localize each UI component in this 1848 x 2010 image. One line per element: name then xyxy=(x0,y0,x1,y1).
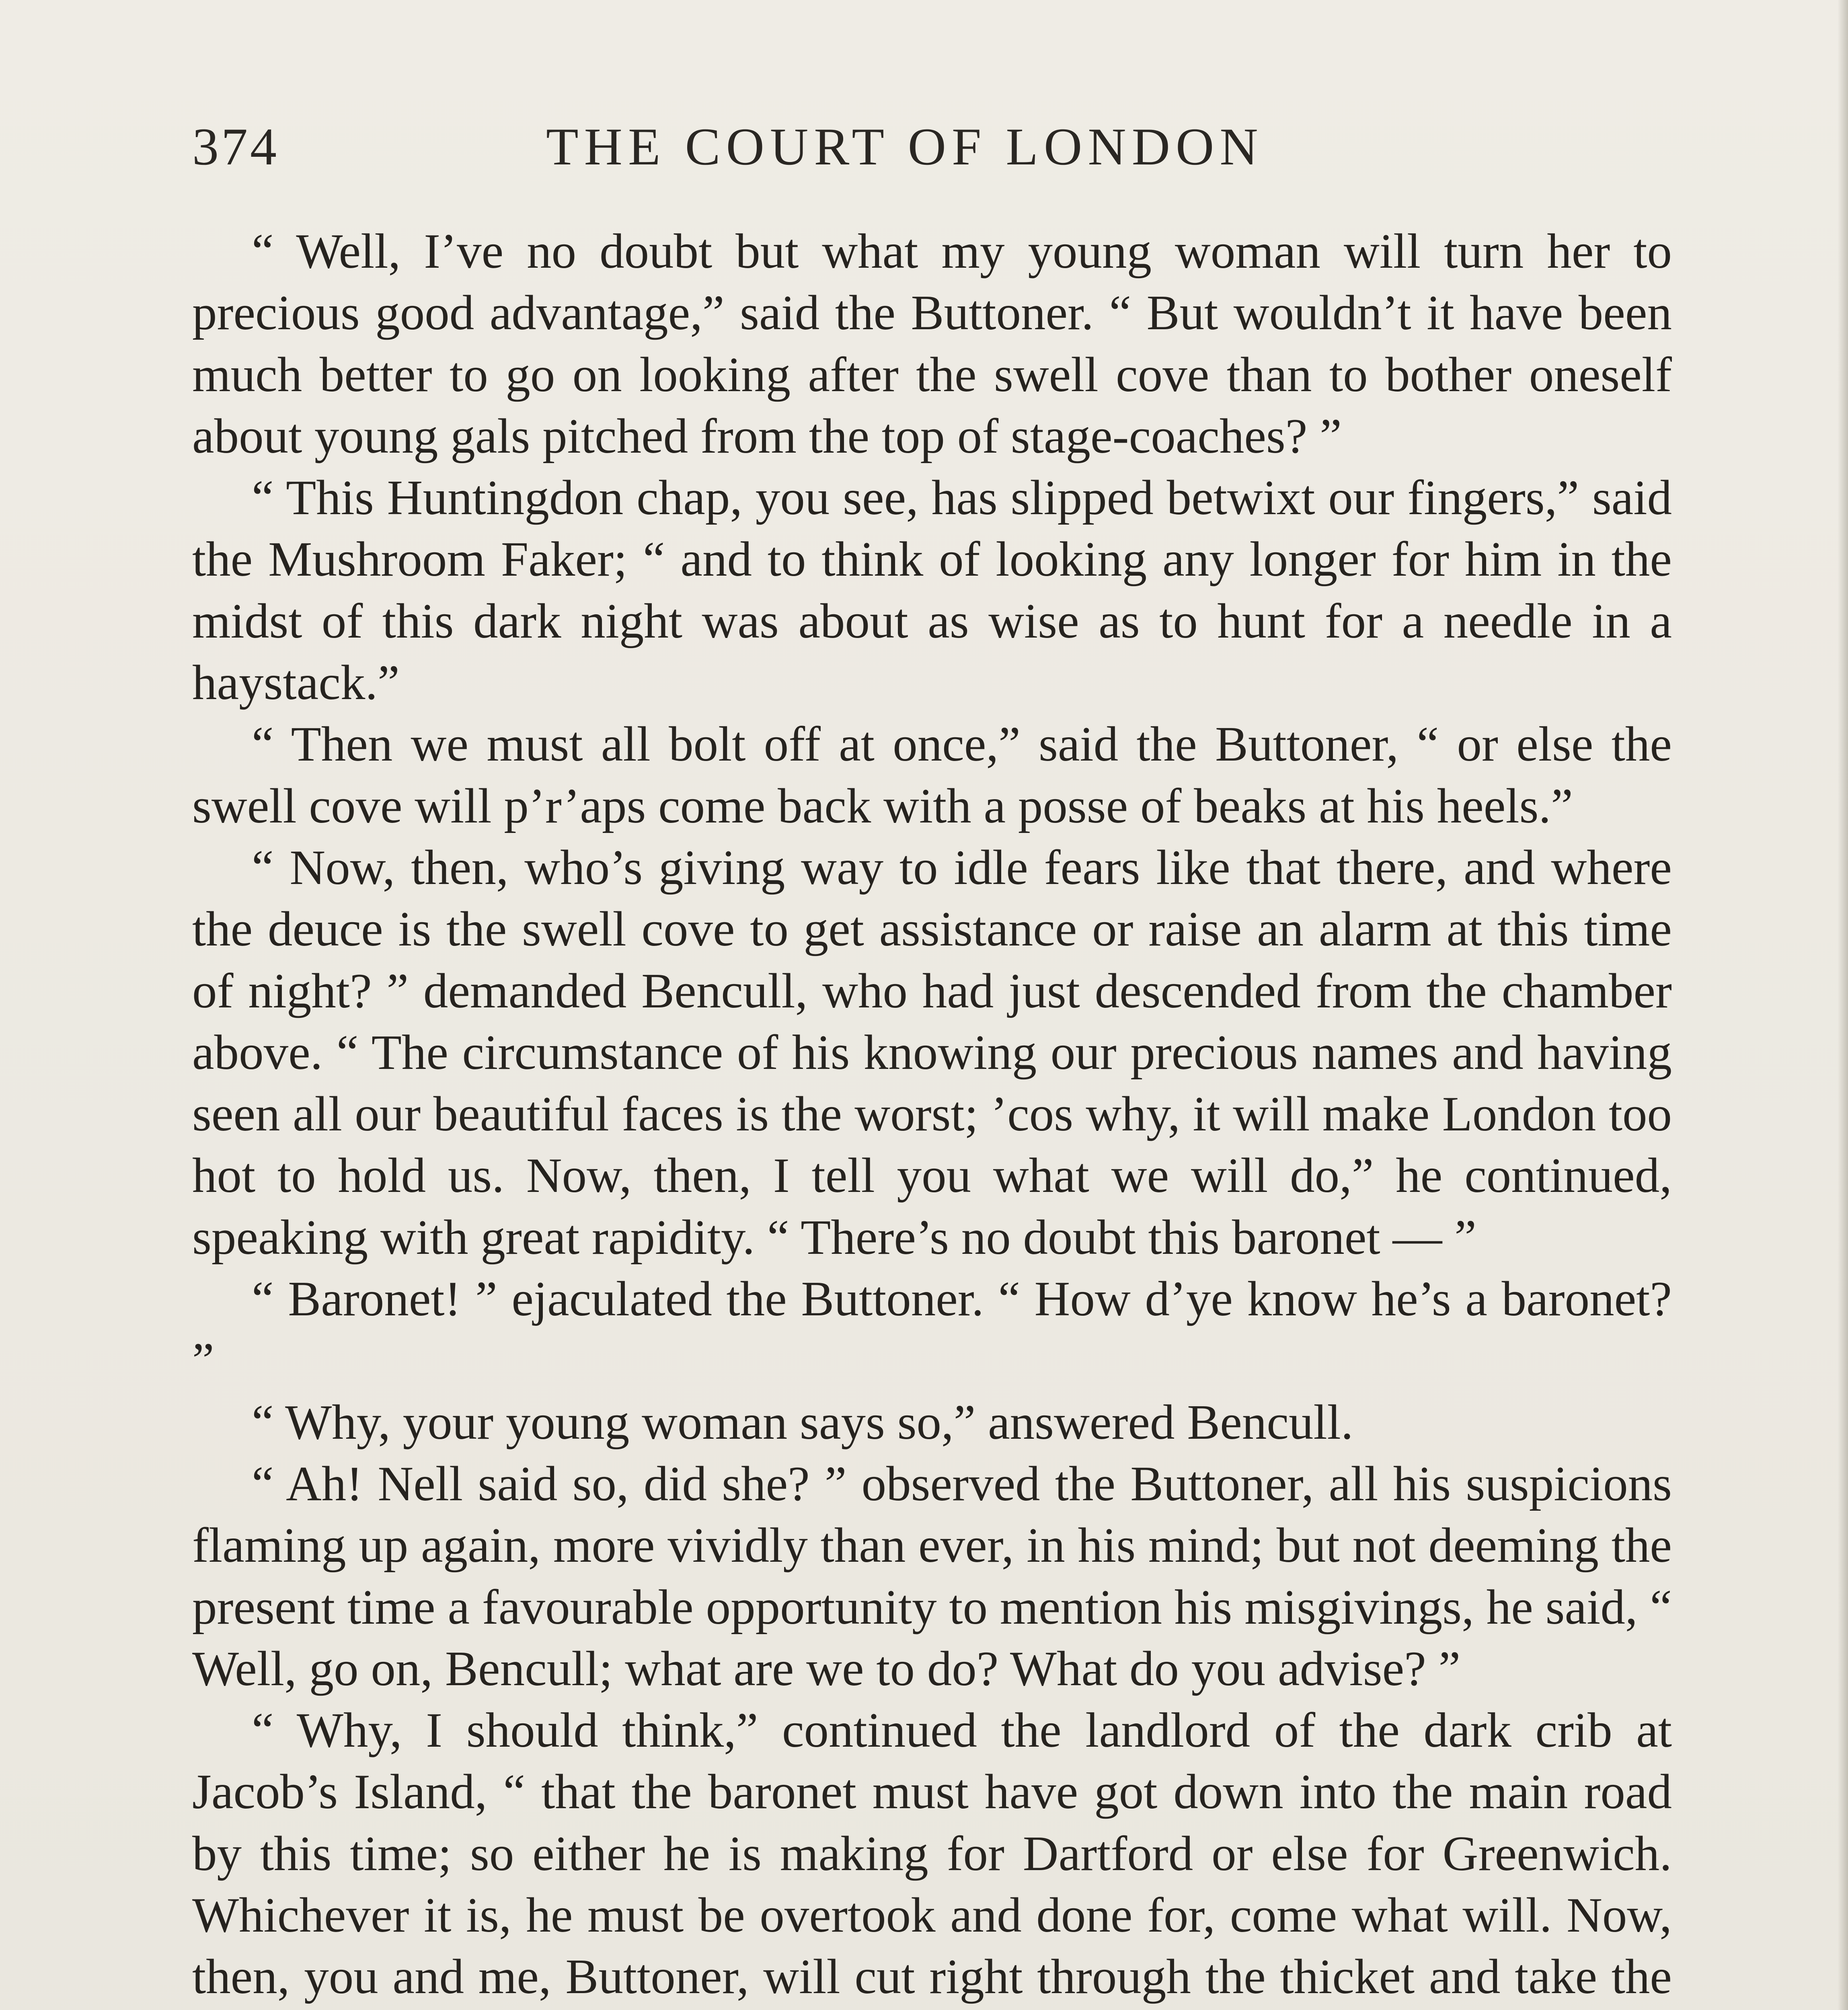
running-head xyxy=(192,109,1672,185)
paragraph: “ Well, I’ve no doubt but what my young woman will turn her to precious good advantage,” said the Buttoner. “ But wouldn’t it have been much better to go on looking after the swell cove than to bother oneself about young gals pitched from the top of stage-coaches? ” xyxy=(192,224,1672,464)
paragraph: “ Why, I should think,” continued the landlord of the dark crib at Jacob’s Island, “ that the baronet must have got down into the main road by this time; so either he is making for Dartford or else for Greenwich. Whichever it is, he must be overtook and done for, come what will. Now, then, you and me, Buttoner, will cut right through the thicket and take the xyxy=(192,1702,1672,2004)
paragraph: “ Why, your young woman says so,” answered Bencull. xyxy=(252,1394,1353,1450)
page-number: 374 xyxy=(192,117,279,176)
body-text xyxy=(192,220,1672,2010)
running-title: THE COURT OF LONDON xyxy=(546,117,1264,176)
paragraph: “ Then we must all bolt off at once,” said the Buttoner, “ or else the swell cove will p’r’aps come back with a posse of beaks at his heels.” xyxy=(192,716,1672,833)
page-edge-shadow xyxy=(1838,0,1848,2010)
paragraph: “ Now, then, who’s giving way to idle fears like that there, and where the deuce is the swell cove to get assistance or raise an alarm at this time of night? ” demanded Bencull, who had just descended from the chamber above. “ The circumstance of his knowing our precious names and having seen all our beautiful faces is the worst; ’cos why, it will make London too hot to hold us. Now, then, I tell you what we will do,” he continued, speaking with great rapidity. “ There’s no doubt this baronet — ” xyxy=(192,839,1672,1265)
paragraph: “ This Huntingdon chap, you see, has slipped betwixt our fingers,” said the Mushroom Faker; “ and to think of looking any longer for him in the midst of this dark night was about as wise as to hunt for a needle in a haystack.” xyxy=(192,470,1672,710)
paragraph: “ Baronet! ” ejaculated the Buttoner. “ How d’ye know he’s a baronet? ” xyxy=(192,1271,1672,1388)
paragraph: “ Ah! Nell said so, did she? ” observed the Buttoner, all his suspicions flaming up again, more vividly than ever, in his mind; but not deeming the present time a favourable opportunity to mention his misgivings, he said, “ Well, go on, Bencull; what are we to do? What do you advise? ” xyxy=(192,1456,1672,1696)
